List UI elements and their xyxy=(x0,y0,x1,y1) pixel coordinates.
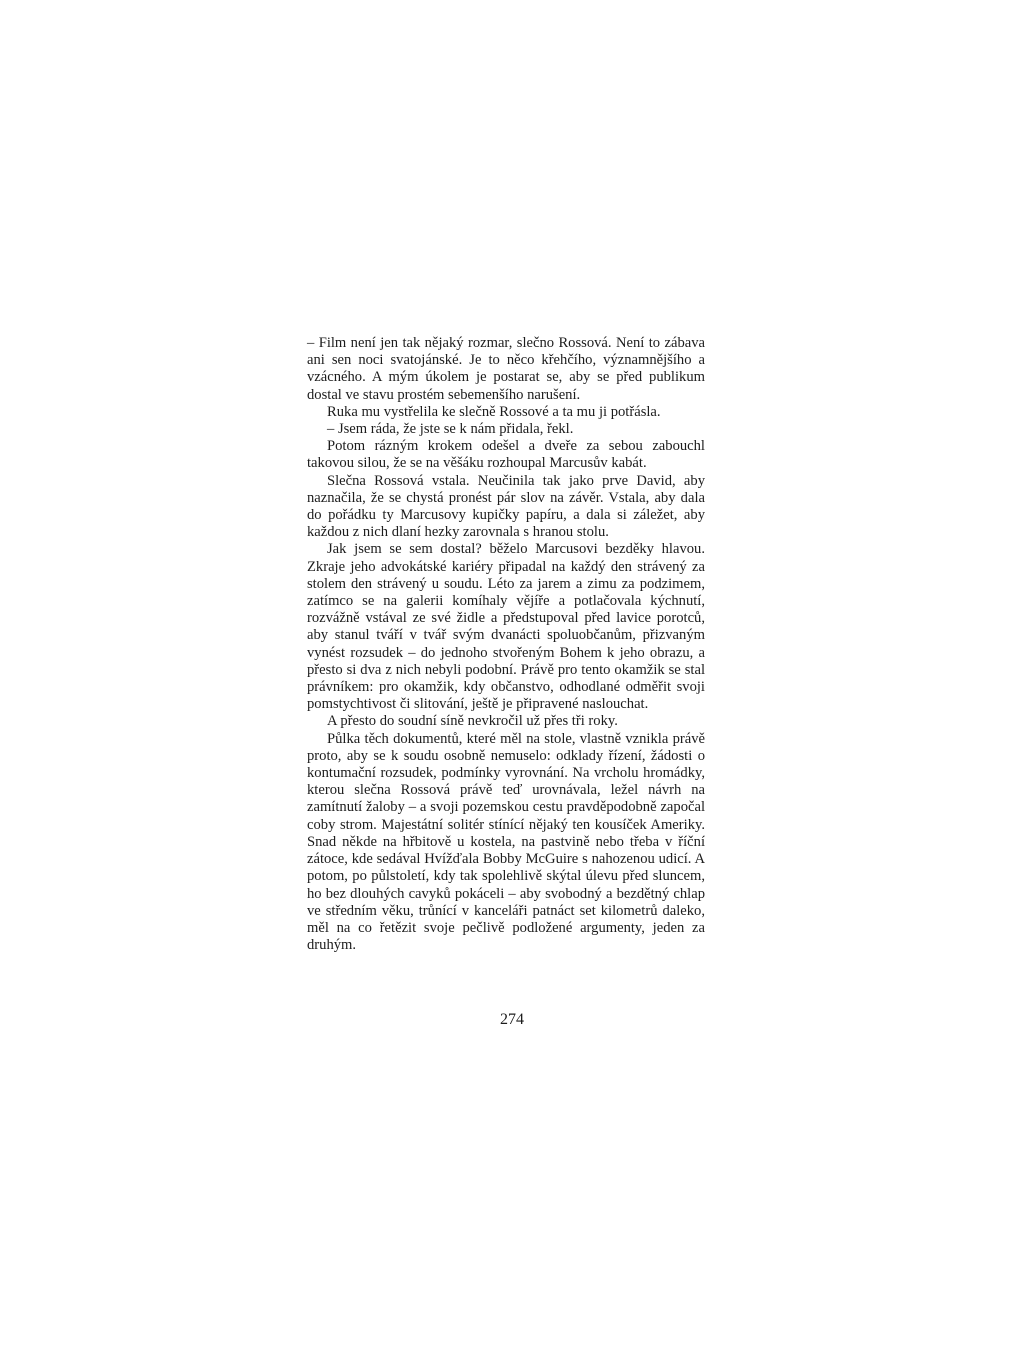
paragraph: – Film není jen tak nějaký rozmar, slečno Rossová. Není to zábava ani sen noci svatojánské. Je to něco křehčího, významnějšího a vzácného. A mým úkolem je postarat se, aby se před publikum dostal ve stavu prostém sebemenšího narušení. xyxy=(307,335,705,403)
paragraph: A přesto do soudní síně nevkročil už přes tři roky. xyxy=(327,713,618,730)
paragraph: Půlka těch dokumentů, které měl na stole, vlastně vznikla právě proto, aby se k soudu osobně nemuselo: odklady řízení, žádosti o kontumační rozsudek, podmínky vyrovnání. Na vrcholu hromádky, kterou slečna Rossová právě teď urovnávala, ležel návrh na zamítnutí žaloby – a svoji pozemskou cestu pravděpodobně započal coby strom. Majestátní solitér stínící nějaký ten kousíček Ameriky. Snad někde na hřbitově u kostela, na pastvině nebo třeba v říční zátoce, kde sedával Hvížďala Bobby McGuire s nahozenou udicí. A potom, po půlstoletí, kdy tak spolehlivě skýtal úlevu před sluncem, ho bez dlouhých cavyků pokáceli – aby svobodný a bezdětný chlap ve středním věku, trůnící v kanceláři patnáct set kilometrů daleko, měl na co řetězit svoje pečlivě podložené argumenty, jeden za druhým. xyxy=(307,730,705,954)
paragraph: – Jsem ráda, že jste se k nám přidala, řekl. xyxy=(327,421,574,438)
paragraph: Potom rázným krokem odešel a dveře za sebou zabouchl takovou silou, že se na věšáku rozhoupal Marcusův kabát. xyxy=(307,438,705,472)
paragraph: Slečna Rossová vstala. Neučinila tak jako prve David, aby naznačila, že se chystá pronést pár slov na závěr. Vstala, aby dala do pořádku ty Marcusovy kupičky papíru, a dala si záležet, aby každou z nich dlaní hezky zarovnala s hranou stolu. xyxy=(307,472,705,541)
page-number: 274 xyxy=(500,1011,524,1028)
paragraph: Ruka mu vystřelila ke slečně Rossové a ta mu ji potřásla. xyxy=(327,403,661,420)
paragraph: Jak jsem se sem dostal? běželo Marcusovi bezděky hlavou. Zkraje jeho advokátské kariéry připadal na každý den strávený za stolem den strávený u soudu. Léto za jarem a zimu za podzimem, zatímco se na galerii komíhaly vějíře a potlačovala kýchnutí, rozvážně vstával ze své židle a předstupoval před lavice porotců, aby stanul tváří v tvář svým dvanácti spoluobčanům, přizvaným vynést rozsudek – do jednoho stvořeným Bohem k jeho obrazu, a přesto si dva z nich nebyli podobní. Právě pro tento okamžik se stal právníkem: pro okamžik, kdy občanstvo, odhodlané odměřit svoji pomstychtivost či slitování, ještě je připravené naslouchat. xyxy=(307,541,705,713)
body-text xyxy=(307,335,705,954)
